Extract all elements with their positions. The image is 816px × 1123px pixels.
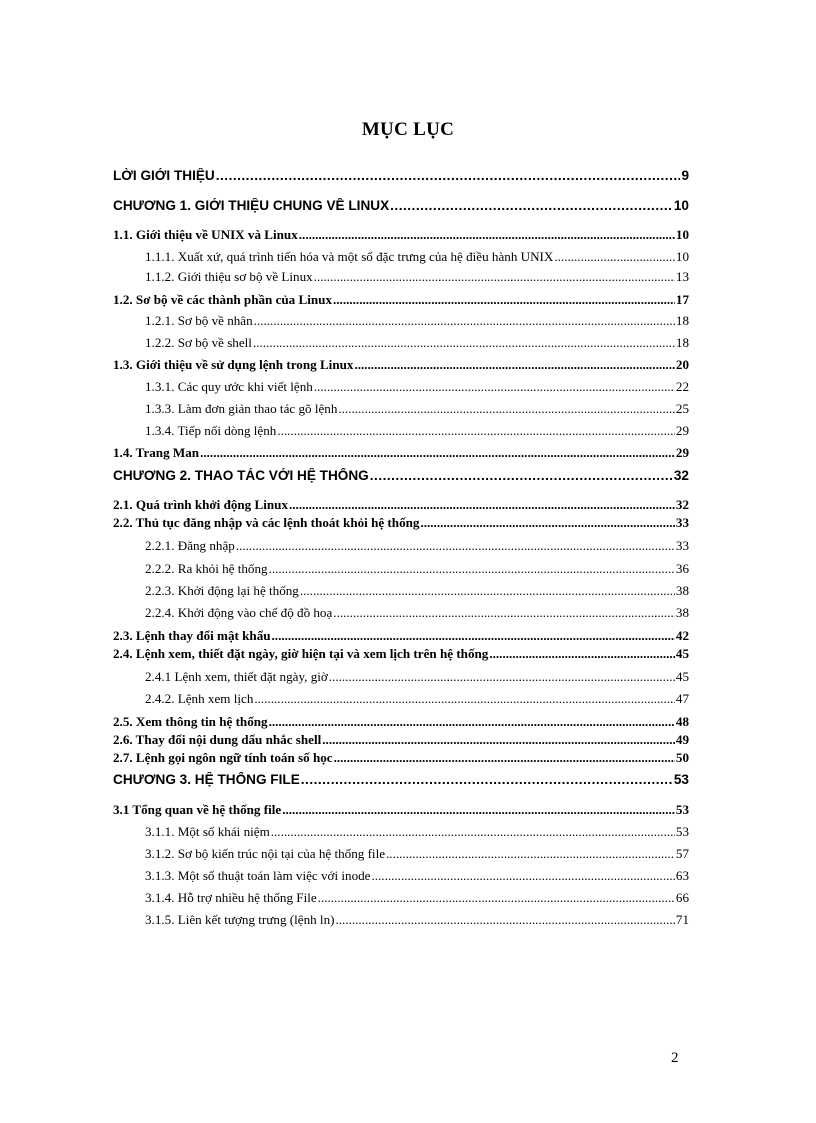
toc-leader-dots: [329, 669, 675, 685]
toc-entry-label: 3.1 Tổng quan về hệ thống file: [113, 802, 282, 817]
toc-entry-page: 10: [675, 227, 689, 242]
toc-entry-label: 1.3.3. Làm đơn giản thao tác gõ lệnh: [145, 401, 338, 416]
toc-leader-dots: [335, 912, 674, 928]
toc-leader-dots: [371, 868, 674, 884]
toc-entry-page: 53: [675, 802, 689, 817]
toc-entry-page: 22: [675, 379, 689, 394]
toc-leader-dots: [420, 515, 674, 531]
toc-entry[interactable]: [113, 561, 689, 577]
toc-entry-label: 1.1. Giới thiệu về UNIX và Linux: [113, 227, 298, 242]
toc-entry-page: 45: [675, 646, 689, 661]
toc-entry-page: 57: [675, 846, 689, 861]
toc-entry[interactable]: [113, 313, 689, 329]
toc-entry-label: 2.4. Lệnh xem, thiết đặt ngày, giờ hiện tại và xem lịch trên hệ thống: [113, 646, 489, 661]
toc-entry-page: 25: [675, 401, 689, 416]
toc-entry-page: 53: [673, 772, 689, 787]
toc-leader-dots: [289, 497, 675, 513]
toc-entry-page: 63: [675, 868, 689, 883]
toc-entry[interactable]: [113, 912, 689, 928]
toc-leader-dots: [333, 292, 675, 308]
toc-entry-label: 3.1.1. Một số khái niệm: [145, 824, 270, 839]
toc-entry[interactable]: [113, 497, 689, 513]
toc-entry-label: 3.1.2. Sơ bộ kiến trúc nội tại của hệ thống file: [145, 846, 386, 861]
toc-leader-dots: [322, 732, 675, 748]
toc-entry-label: CHƯƠNG 3. HỆ THỐNG FILE: [113, 772, 300, 787]
toc-entry-page: 47: [675, 691, 689, 706]
toc-entry[interactable]: [113, 423, 689, 439]
toc-entry-label: 1.2.1. Sơ bộ về nhân: [145, 313, 253, 328]
toc-entry-page: 71: [675, 912, 689, 927]
toc-entry[interactable]: [113, 269, 689, 285]
toc-entry-page: 32: [675, 497, 689, 512]
toc-entry-label: 2.4.1 Lệnh xem, thiết đặt ngày, giờ: [145, 669, 328, 684]
toc-entry-page: 18: [675, 335, 689, 350]
toc-entry-label: 2.2.3. Khởi động lại hệ thống: [145, 583, 299, 598]
toc-entry-label: 2.4.2. Lệnh xem lịch: [145, 691, 254, 706]
toc-leader-dots: [282, 802, 675, 818]
page-title: MỤC LỤC: [361, 119, 455, 140]
toc-entry-label: 2.2.2. Ra khỏi hệ thống: [145, 561, 268, 576]
toc-entry-label: 3.1.3. Một số thuật toán làm việc với inode: [145, 868, 371, 883]
toc-entry-page: 48: [675, 714, 689, 729]
toc-leader-dots: [301, 772, 673, 787]
toc-entry[interactable]: [113, 824, 689, 840]
toc-leader-dots: [354, 357, 674, 373]
toc-entry-label: 1.3. Giới thiệu về sử dụng lệnh trong Linux: [113, 357, 354, 372]
toc-leader-dots: [254, 313, 675, 329]
toc-entry[interactable]: [113, 198, 689, 213]
toc-entry[interactable]: [113, 772, 689, 787]
toc-entry-page: 42: [675, 628, 689, 643]
toc-entry-label: 2.2. Thủ tục đăng nhập và các lệnh thoát khỏi hệ thống: [113, 515, 420, 530]
toc-entry[interactable]: [113, 802, 689, 818]
toc-entry-page: 29: [675, 423, 689, 438]
toc-entry-label: LỜI GIỚI THIỆU: [113, 168, 215, 183]
toc-leader-dots: [299, 227, 675, 243]
toc-entry[interactable]: [113, 335, 689, 351]
toc-entry[interactable]: [113, 538, 689, 554]
toc-entry-label: 1.1.1. Xuất xứ, quá trình tiến hóa và một số đặc trưng của hệ điều hành UNIX: [145, 249, 554, 264]
toc-leader-dots: [200, 445, 675, 461]
toc-entry-label: 2.3. Lệnh thay đổi mật khẩu: [113, 628, 271, 643]
toc-entry-page: 13: [675, 269, 689, 284]
toc-entry-label: 2.5. Xem thông tin hệ thống: [113, 714, 268, 729]
toc-leader-dots: [314, 269, 675, 285]
toc-leader-dots: [269, 714, 675, 730]
toc-leader-dots: [370, 468, 673, 483]
toc-entry-page: 53: [675, 824, 689, 839]
toc-entry-label: 2.2.1. Đăng nhập: [145, 538, 235, 553]
toc-entry-label: 3.1.4. Hỗ trợ nhiều hệ thống File: [145, 890, 317, 905]
toc-leader-dots: [386, 846, 675, 862]
toc-leader-dots: [554, 249, 675, 265]
toc-entry[interactable]: [113, 750, 689, 766]
toc-entry-page: 66: [675, 890, 689, 905]
toc-entry-page: 45: [675, 669, 689, 684]
toc-entry-label: 1.3.1. Các quy ước khi viết lệnh: [145, 379, 313, 394]
toc-entry[interactable]: [113, 357, 689, 373]
toc-entry-page: 18: [675, 313, 689, 328]
toc-entry-page: 36: [675, 561, 689, 576]
toc-entry[interactable]: [113, 846, 689, 862]
toc-entry[interactable]: [113, 732, 689, 748]
toc-entry[interactable]: [113, 605, 689, 621]
toc-entry[interactable]: [113, 468, 689, 483]
toc-entry[interactable]: [113, 714, 689, 730]
toc-entry-page: 9: [681, 168, 689, 183]
toc-leader-dots: [269, 561, 675, 577]
toc-entry[interactable]: [113, 691, 689, 707]
toc-leader-dots: [390, 198, 673, 213]
toc-entry-label: CHƯƠNG 2. THAO TÁC VỚI HỆ THỐNG: [113, 468, 369, 483]
toc-entry-label: 1.2.2. Sơ bộ về shell: [145, 335, 252, 350]
toc-leader-dots: [489, 646, 675, 662]
toc-entry-page: 33: [675, 515, 689, 530]
toc-entry[interactable]: [113, 379, 689, 395]
toc-leader-dots: [338, 401, 675, 417]
toc-entry-label: 2.1. Quá trình khởi động Linux: [113, 497, 288, 512]
toc-leader-dots: [334, 750, 675, 766]
toc-entry-label: 2.2.4. Khởi động vào chế độ đồ hoạ: [145, 605, 333, 620]
toc-entry-page: 38: [675, 605, 689, 620]
toc-entry-page: 17: [675, 292, 689, 307]
toc-leader-dots: [254, 691, 675, 707]
toc-entry-page: 29: [675, 445, 689, 460]
toc-entry[interactable]: [113, 249, 689, 265]
toc-entry[interactable]: [113, 868, 689, 884]
toc-entry-page: 10: [675, 249, 689, 264]
toc-entry-label: 1.3.4. Tiếp nối dòng lệnh: [145, 423, 277, 438]
toc-entry[interactable]: [113, 890, 689, 906]
toc-leader-dots: [333, 605, 675, 621]
toc-entry-page: 32: [673, 468, 689, 483]
toc-leader-dots: [314, 379, 675, 395]
toc-entry[interactable]: [113, 583, 689, 599]
toc-entry[interactable]: [113, 445, 689, 461]
toc-entry[interactable]: [113, 628, 689, 644]
toc-entry-page: 49: [675, 732, 689, 747]
toc-entry-label: CHƯƠNG 1. GIỚI THIỆU CHUNG VỀ LINUX: [113, 198, 390, 213]
toc-entry[interactable]: [113, 669, 689, 685]
toc-entry-page: 38: [675, 583, 689, 598]
toc-entry-page: 10: [673, 198, 689, 213]
toc-leader-dots: [253, 335, 675, 351]
toc-entry[interactable]: [113, 168, 689, 183]
toc-leader-dots: [272, 628, 675, 644]
toc-entry[interactable]: [113, 515, 689, 531]
toc-leader-dots: [318, 890, 675, 906]
toc-entry[interactable]: [113, 401, 689, 417]
toc-leader-dots: [300, 583, 675, 599]
toc-leader-dots: [236, 538, 675, 554]
toc-entry-label: 1.1.2. Giới thiệu sơ bộ về Linux: [145, 269, 313, 284]
toc-entry-page: 33: [675, 538, 689, 553]
toc-leader-dots: [271, 824, 675, 840]
toc-leader-dots: [216, 168, 681, 183]
toc-entry-page: 20: [675, 357, 689, 372]
toc-entry-label: 2.7. Lệnh gọi ngôn ngữ tính toán số học: [113, 750, 333, 765]
toc-entry-label: 3.1.5. Liên kết tượng trưng (lệnh ln): [145, 912, 335, 927]
toc-entry[interactable]: [113, 646, 689, 662]
toc-entry[interactable]: [113, 227, 689, 243]
toc-entry-label: 2.6. Thay đổi nội dung dấu nhắc shell: [113, 732, 322, 747]
toc-leader-dots: [277, 423, 675, 439]
toc-entry[interactable]: [113, 292, 689, 308]
toc-entry-label: 1.4. Trang Man: [113, 445, 200, 460]
page-number: 2: [671, 1050, 679, 1066]
toc-entry-label: 1.2. Sơ bộ về các thành phần của Linux: [113, 292, 332, 307]
toc-entry-page: 50: [675, 750, 689, 765]
